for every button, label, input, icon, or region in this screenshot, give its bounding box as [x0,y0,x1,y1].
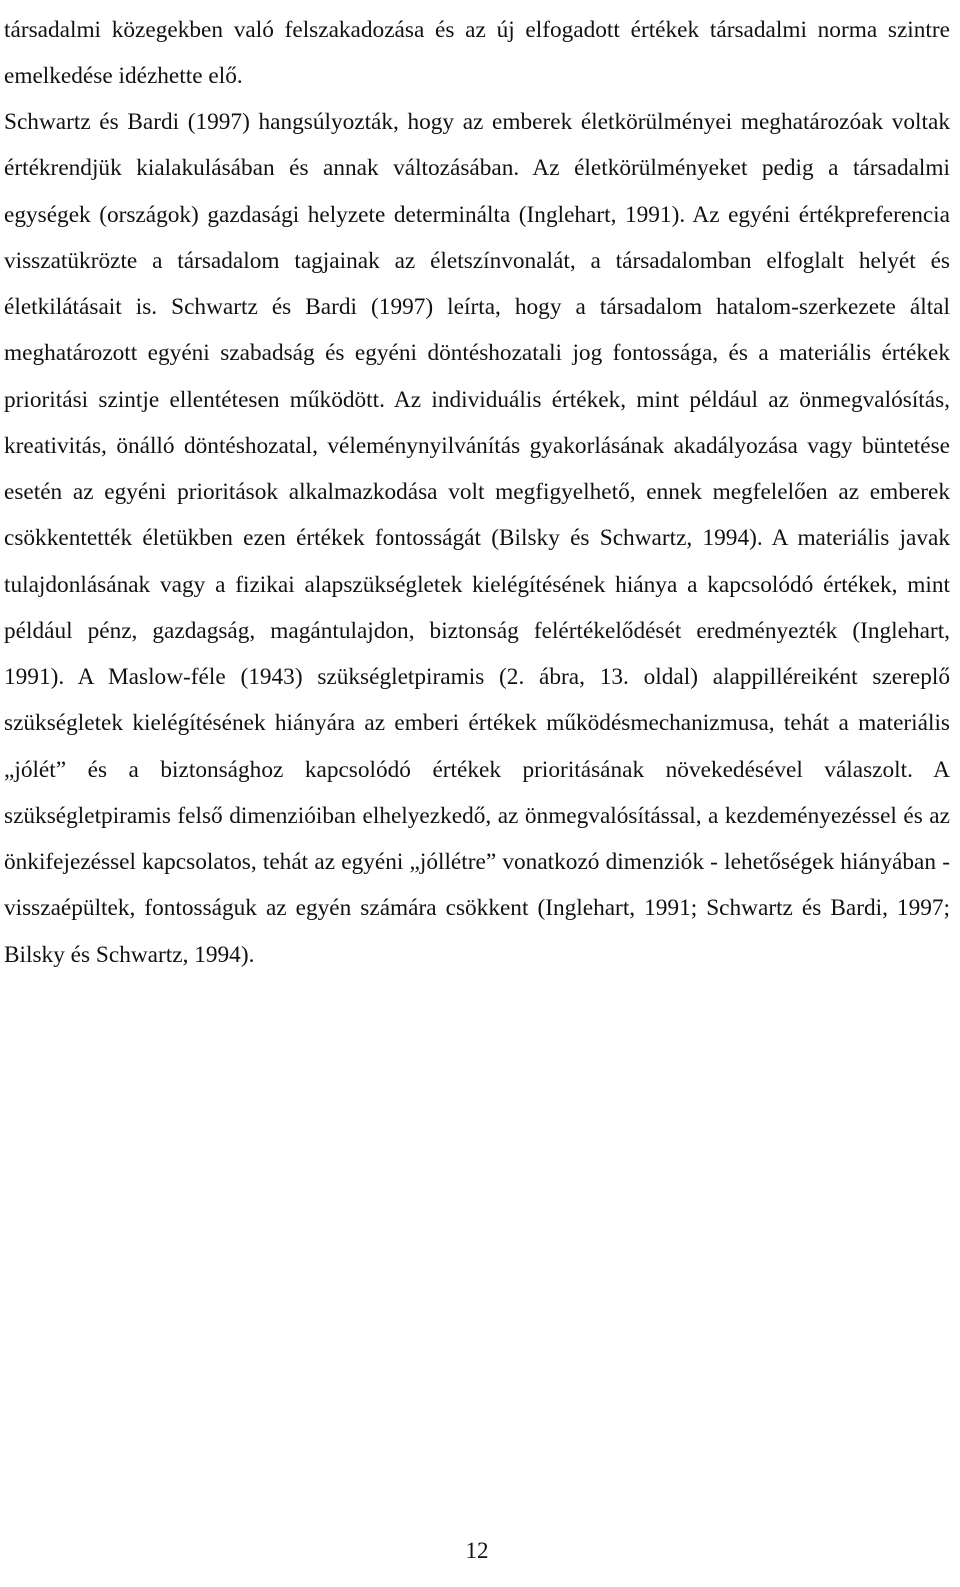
document-page [4,0,950,1587]
paragraph-continuation: társadalmi közegekben való felszakadozása és az új elfogadott értékek társadalmi norma szintre emelkedése idézhette elő. [4,17,950,90]
paragraph-main: Schwartz és Bardi (1997) hangsúlyozták, hogy az emberek életkörülményei meghatározóak voltak értékrendjük kialakulásában és annak változásában. Az életkörülményeket pedig a társadalmi egységek (országok) gazdasági helyzete determinálta (Inglehart, 1991). Az egyéni értékpreferencia visszatükrözte a társadalom tagjainak az életszínvonalát, a társadalomban elfoglalt helyét és életkilátásait is. Schwartz és Bardi (1997) leírta, hogy a társadalom hatalom-szerkezete által meghatározott egyéni szabadság és egyéni döntéshozatali jog fontossága, és a materiális értékek prioritási szintje ellentétesen működött. Az individuális értékek, mint például az önmegvalósítás, kreativitás, önálló döntéshozatal, véleménynyilvánítás gyakorlásának akadályozása vagy büntetése esetén az egyéni prioritások alkalmazkodása volt megfigyelhető, ennek megfelelően az emberek csökkentették életükben ezen értékek fontosságát (Bilsky és Schwartz, 1994). A materiális javak tulajdonlásának vagy a fizikai alapszükségletek kielégítésének hiánya a kapcsolódó értékek, mint például pénz, gazdagság, magántulajdon, biztonság felértékelődését eredményezték (Inglehart, 1991). A Maslow-féle (1943) szükségletpiramis (2. ábra, 13. oldal) alappilléreiként szereplő szükségletek kielégítésének hiányára az emberi értékek működésmechanizmusa, tehát a materiális „jólét” és a biztonsághoz kapcsolódó értékek prioritásának növekedésével válaszolt. A szükségletpiramis felső dimenzióiban elhelyezkedő, az önmegvalósítással, a kezdeményezéssel és az önkifejezéssel kapcsolatos, tehát az egyéni „jóllétre” vonatkozó dimenziók - lehetőségek hiányában - visszaépültek, fontosságuk az egyén számára csökkent (Inglehart, 1991; Schwartz és Bardi, 1997; Bilsky és Schwartz, 1994). [4,109,950,968]
page-number: 12 [465,1538,489,1563]
